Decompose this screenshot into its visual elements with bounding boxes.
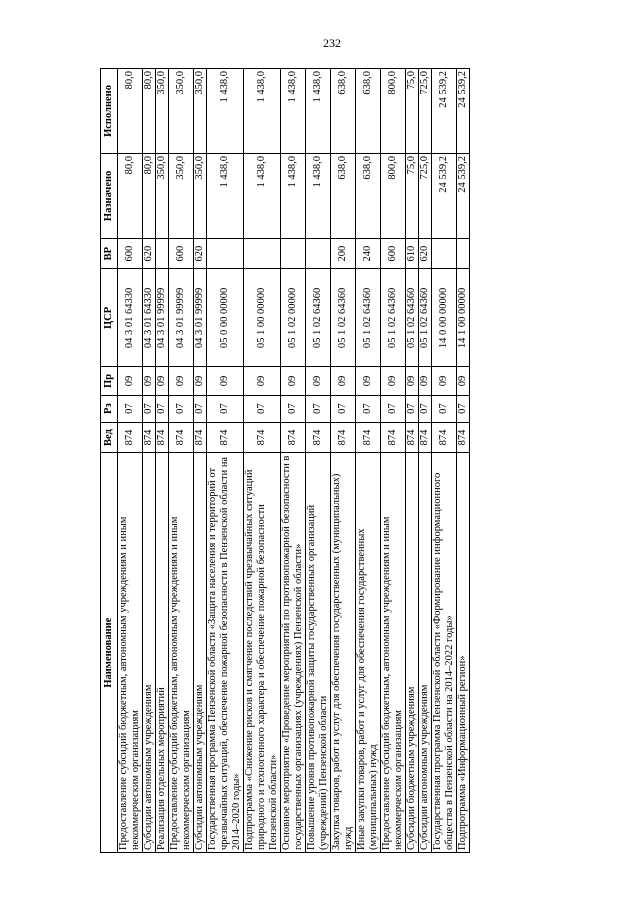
cell-assigned: 24 539,2 bbox=[432, 153, 457, 238]
cell-csr: 04 3 01 99999 bbox=[194, 269, 207, 367]
cell-csr: 04 3 01 99999 bbox=[156, 269, 169, 367]
cell-name: Закупка товаров, работ и услуг для обеспечения государственных (муниципальных) нужд bbox=[331, 453, 356, 853]
cell-rz: 07 bbox=[143, 395, 156, 422]
table-row bbox=[169, 69, 194, 853]
cell-pr: 09 bbox=[207, 367, 244, 395]
cell-csr: 04 3 01 64330 bbox=[118, 269, 143, 367]
cell-ved: 874 bbox=[169, 422, 194, 453]
cell-rz: 07 bbox=[244, 395, 281, 422]
cell-executed: 350,0 bbox=[156, 69, 169, 154]
cell-vr: 600 bbox=[381, 238, 406, 269]
rotated-page-content bbox=[100, 68, 470, 853]
cell-assigned: 1 438,0 bbox=[244, 153, 281, 238]
cell-csr: 14 1 00 00000 bbox=[457, 269, 470, 367]
cell-vr: 600 bbox=[118, 238, 143, 269]
cell-vr bbox=[306, 238, 331, 269]
cell-vr bbox=[432, 238, 457, 269]
cell-pr: 09 bbox=[419, 367, 432, 395]
budget-table bbox=[100, 68, 470, 853]
cell-name: Государственная программа Пензенской области «Формирование информационного общества в Пензенской области на 2014–2022 годы» bbox=[432, 453, 457, 853]
cell-pr: 09 bbox=[306, 367, 331, 395]
cell-executed: 350,0 bbox=[194, 69, 207, 154]
cell-executed: 638,0 bbox=[356, 69, 381, 154]
cell-csr: 05 0 00 00000 bbox=[207, 269, 244, 367]
table-row bbox=[156, 69, 169, 853]
cell-executed: 80,0 bbox=[118, 69, 143, 154]
cell-pr: 09 bbox=[244, 367, 281, 395]
cell-rz: 07 bbox=[306, 395, 331, 422]
cell-pr: 09 bbox=[432, 367, 457, 395]
cell-assigned: 350,0 bbox=[194, 153, 207, 238]
cell-ved: 874 bbox=[331, 422, 356, 453]
cell-csr: 05 1 02 64360 bbox=[419, 269, 432, 367]
cell-vr bbox=[207, 238, 244, 269]
cell-name: Основное мероприятие «Проведение мероприятий по противопожарной безопасности в государственных организациях (учреждениях) Пензенской области» bbox=[281, 453, 306, 853]
cell-pr: 09 bbox=[194, 367, 207, 395]
cell-csr: 14 0 00 00000 bbox=[432, 269, 457, 367]
cell-vr: 200 bbox=[331, 238, 356, 269]
cell-vr: 610 bbox=[406, 238, 419, 269]
cell-pr: 09 bbox=[381, 367, 406, 395]
cell-pr: 09 bbox=[143, 367, 156, 395]
cell-name: Повышение уровня противопожарной защиты государственных организаций (учреждений) Пензенской области bbox=[306, 453, 331, 853]
cell-csr: 05 1 02 64360 bbox=[381, 269, 406, 367]
table-row bbox=[281, 69, 306, 853]
table-row bbox=[406, 69, 419, 853]
cell-vr bbox=[156, 238, 169, 269]
cell-csr: 05 1 02 64360 bbox=[406, 269, 419, 367]
cell-ved: 874 bbox=[244, 422, 281, 453]
cell-executed: 1 438,0 bbox=[306, 69, 331, 154]
cell-rz: 07 bbox=[156, 395, 169, 422]
table-row bbox=[244, 69, 281, 853]
cell-rz: 07 bbox=[406, 395, 419, 422]
cell-ved: 874 bbox=[194, 422, 207, 453]
cell-pr: 09 bbox=[156, 367, 169, 395]
header-pr: Пр bbox=[101, 367, 118, 395]
cell-name: Субсидии автономным учреждениям bbox=[419, 453, 432, 853]
cell-rz: 07 bbox=[118, 395, 143, 422]
cell-executed: 80,0 bbox=[143, 69, 156, 154]
cell-assigned: 80,0 bbox=[118, 153, 143, 238]
cell-assigned: 80,0 bbox=[143, 153, 156, 238]
cell-executed: 800,0 bbox=[381, 69, 406, 154]
cell-executed: 1 438,0 bbox=[207, 69, 244, 154]
cell-rz: 07 bbox=[281, 395, 306, 422]
cell-executed: 350,0 bbox=[169, 69, 194, 154]
cell-csr: 04 3 01 99999 bbox=[169, 269, 194, 367]
cell-ved: 874 bbox=[118, 422, 143, 453]
table-row bbox=[331, 69, 356, 853]
cell-csr: 05 1 02 00000 bbox=[281, 269, 306, 367]
cell-name: Государственная программа Пензенской области «Защита населения и территорий от чрезвычайных ситуаций, обеспечение пожарной безопасности в Пензенской области на 2014–2020 годы» bbox=[207, 453, 244, 853]
table-row bbox=[457, 69, 470, 853]
table-row bbox=[419, 69, 432, 853]
cell-vr: 620 bbox=[143, 238, 156, 269]
header-executed: Исполнено bbox=[101, 69, 118, 154]
cell-assigned: 350,0 bbox=[156, 153, 169, 238]
cell-assigned: 75,0 bbox=[406, 153, 419, 238]
cell-vr bbox=[281, 238, 306, 269]
cell-pr: 09 bbox=[118, 367, 143, 395]
table-row bbox=[207, 69, 244, 853]
cell-pr: 09 bbox=[281, 367, 306, 395]
cell-assigned: 725,0 bbox=[419, 153, 432, 238]
cell-ved: 874 bbox=[406, 422, 419, 453]
cell-ved: 874 bbox=[143, 422, 156, 453]
cell-name: Предоставление субсидий бюджетным, автономным учреждениям и иным некоммерческим организациям bbox=[381, 453, 406, 853]
header-rz: Рз bbox=[101, 395, 118, 422]
cell-ved: 874 bbox=[457, 422, 470, 453]
cell-assigned: 1 438,0 bbox=[281, 153, 306, 238]
header-assigned: Назначено bbox=[101, 153, 118, 238]
cell-executed: 1 438,0 bbox=[281, 69, 306, 154]
header-name: Наименование bbox=[101, 453, 118, 853]
cell-assigned: 638,0 bbox=[356, 153, 381, 238]
cell-name: Субсидии автономным учреждениям bbox=[143, 453, 156, 853]
cell-name: Субсидии автономным учреждениям bbox=[194, 453, 207, 853]
cell-rz: 07 bbox=[457, 395, 470, 422]
cell-ved: 874 bbox=[381, 422, 406, 453]
cell-name: Субсидии бюджетным учреждениям bbox=[406, 453, 419, 853]
cell-rz: 07 bbox=[169, 395, 194, 422]
cell-pr: 09 bbox=[406, 367, 419, 395]
cell-executed: 24 539,2 bbox=[432, 69, 457, 154]
table-header-row bbox=[101, 69, 118, 853]
cell-pr: 09 bbox=[356, 367, 381, 395]
cell-csr: 05 1 02 64360 bbox=[306, 269, 331, 367]
table-row bbox=[432, 69, 457, 853]
cell-csr: 05 1 02 64360 bbox=[331, 269, 356, 367]
cell-ved: 874 bbox=[156, 422, 169, 453]
table-row bbox=[306, 69, 331, 853]
cell-vr: 620 bbox=[194, 238, 207, 269]
table-row bbox=[118, 69, 143, 853]
cell-ved: 874 bbox=[281, 422, 306, 453]
page-number: 232 bbox=[323, 36, 341, 50]
table-row bbox=[381, 69, 406, 853]
cell-executed: 24 539,2 bbox=[457, 69, 470, 154]
cell-ved: 874 bbox=[356, 422, 381, 453]
cell-ved: 874 bbox=[207, 422, 244, 453]
cell-ved: 874 bbox=[306, 422, 331, 453]
cell-pr: 09 bbox=[169, 367, 194, 395]
cell-executed: 638,0 bbox=[331, 69, 356, 154]
cell-assigned: 1 438,0 bbox=[207, 153, 244, 238]
cell-vr bbox=[244, 238, 281, 269]
cell-rz: 07 bbox=[432, 395, 457, 422]
cell-executed: 1 438,0 bbox=[244, 69, 281, 154]
cell-assigned: 24 539,2 bbox=[457, 153, 470, 238]
table-body bbox=[118, 69, 470, 853]
header-vr: ВР bbox=[101, 238, 118, 269]
table-row bbox=[356, 69, 381, 853]
cell-vr: 600 bbox=[169, 238, 194, 269]
cell-vr bbox=[457, 238, 470, 269]
cell-pr: 09 bbox=[331, 367, 356, 395]
cell-rz: 07 bbox=[381, 395, 406, 422]
cell-rz: 07 bbox=[331, 395, 356, 422]
cell-csr: 04 3 01 64330 bbox=[143, 269, 156, 367]
cell-name: Реализация отдельных мероприятий bbox=[156, 453, 169, 853]
cell-vr: 240 bbox=[356, 238, 381, 269]
cell-rz: 07 bbox=[356, 395, 381, 422]
cell-assigned: 800,0 bbox=[381, 153, 406, 238]
cell-pr: 09 bbox=[457, 367, 470, 395]
cell-executed: 75,0 bbox=[406, 69, 419, 154]
cell-name: Подпрограмма «Информационный регион» bbox=[457, 453, 470, 853]
cell-csr: 05 1 00 00000 bbox=[244, 269, 281, 367]
cell-executed: 725,0 bbox=[419, 69, 432, 154]
cell-ved: 874 bbox=[419, 422, 432, 453]
table-row bbox=[194, 69, 207, 853]
header-csr: ЦСР bbox=[101, 269, 118, 367]
cell-name: Предоставление субсидий бюджетным, автономным учреждениям и иным некоммерческим организациям bbox=[169, 453, 194, 853]
cell-rz: 07 bbox=[419, 395, 432, 422]
cell-name: Иные закупки товаров, работ и услуг для обеспечения государственных (муниципальных) нужд bbox=[356, 453, 381, 853]
cell-rz: 07 bbox=[207, 395, 244, 422]
cell-name: Подпрограмма «Снижение рисков и смягчение последствий чрезвычайных ситуаций природного и техногенного характера и обеспечение пожарной безопасности Пензенской области» bbox=[244, 453, 281, 853]
cell-assigned: 638,0 bbox=[331, 153, 356, 238]
cell-vr: 620 bbox=[419, 238, 432, 269]
cell-assigned: 350,0 bbox=[169, 153, 194, 238]
header-ved: Вед bbox=[101, 422, 118, 453]
table-row bbox=[143, 69, 156, 853]
cell-csr: 05 1 02 64360 bbox=[356, 269, 381, 367]
cell-ved: 874 bbox=[432, 422, 457, 453]
cell-rz: 07 bbox=[194, 395, 207, 422]
cell-name: Предоставление субсидий бюджетным, автономным учреждениям и иным некоммерческим организациям bbox=[118, 453, 143, 853]
cell-assigned: 1 438,0 bbox=[306, 153, 331, 238]
